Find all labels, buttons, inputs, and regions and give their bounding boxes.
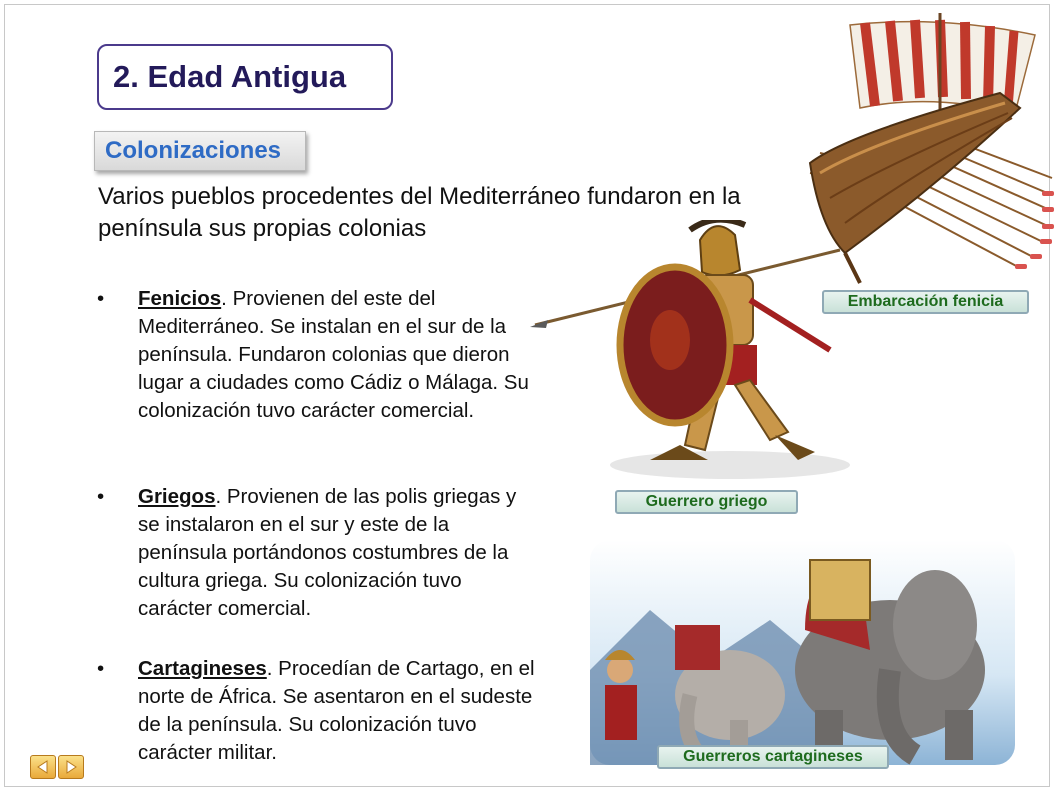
bullet-text: . Provienen del este del Mediterráneo. Se instalan en el sur de la península. Fundaron colonias que dieron lugar a ciudades como Cádiz o Málaga. Su colonización tuvo carácter comercial. [138,287,529,422]
caption-guerreros-cartagineses: Guerreros cartagineses [657,745,889,769]
caption-guerrero-griego: Guerrero griego [615,490,798,514]
slide-navigation [30,755,84,779]
next-slide-button[interactable] [58,755,84,779]
bullet-keyword: Griegos [138,485,216,508]
intro-text: Varios pueblos procedentes del Mediterráneo fundaron en la península sus propias colonias [98,183,741,242]
triangle-left-icon [36,760,50,774]
bullet-keyword: Cartagineses [138,657,267,680]
bullet-dot: • [97,485,105,508]
bullet-dot: • [97,287,105,310]
bullet-text: . Provienen de las polis griegas y se instalaron en el sur y este de la península portándonos costumbres de la cultura griega. Su colonización tuvo carácter comercial. [138,485,517,620]
carthaginian-elephants-illustration [590,520,1015,765]
bullet-text: . Procedían de Cartago, en el norte de África. Se asentaron en el sudeste de la península. Su colonización tuvo carácter militar. [138,657,535,764]
previous-slide-button[interactable] [30,755,56,779]
bullet-dot: • [97,657,105,680]
shield [620,267,730,423]
slide-title: 2. Edad Antigua [97,44,393,110]
caption-embarcacion-fenicia: Embarcación fenicia [822,290,1029,314]
greek-warrior-illustration [530,220,860,485]
slide [4,4,1050,787]
bullet-keyword: Fenicios [138,287,222,310]
section-heading: Colonizaciones [94,131,306,171]
triangle-right-icon [64,760,78,774]
